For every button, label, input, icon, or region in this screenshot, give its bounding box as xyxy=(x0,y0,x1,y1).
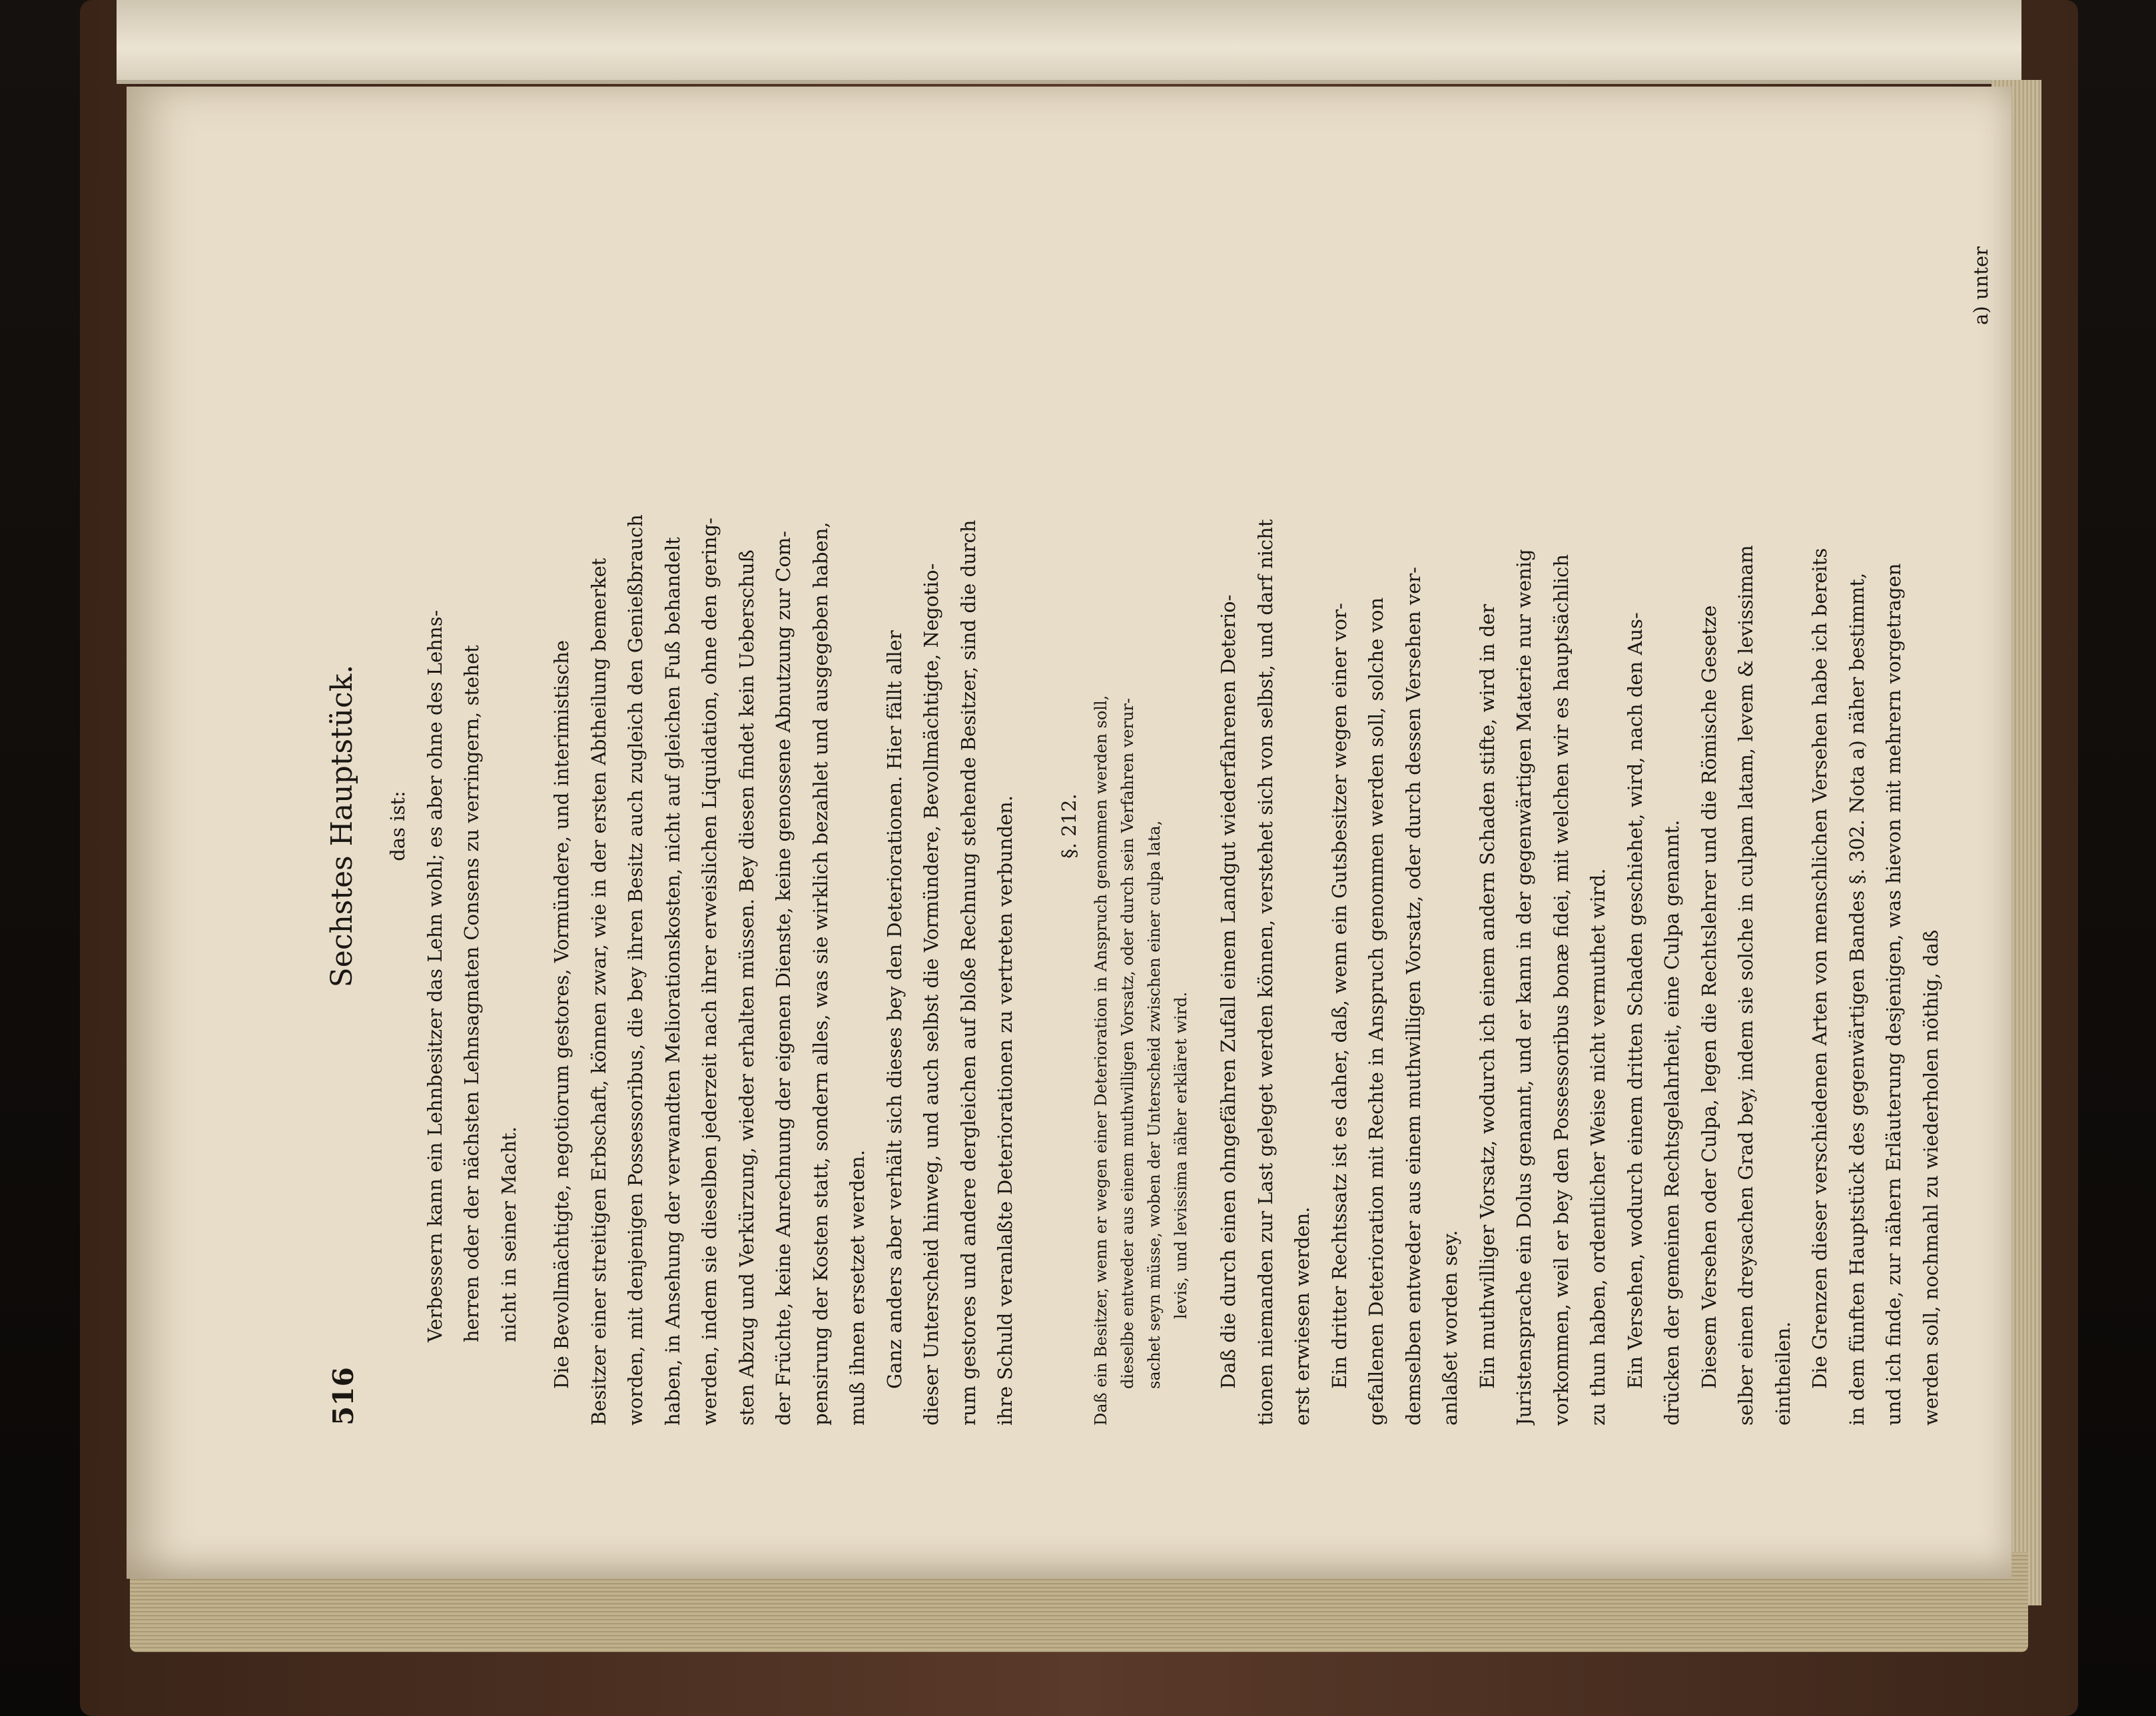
paragraph-line: sten Abzug und Verkürzung, wieder erhalten müssen. Bey diesen findet kein Ueberschuß xyxy=(735,550,758,1426)
paragraph-line: dieser Unterscheid hinweg, und auch selbst die Vormündere, Bevollmächtigte, Negotio- xyxy=(920,563,942,1426)
paragraph-line: zu thun haben, ordentlicher Weise nicht vermuthet wird. xyxy=(1587,868,1609,1426)
section-summary-line: levis, und levissima näher erkläret wird. xyxy=(1172,991,1190,1319)
paragraph-line: ihre Schuld veranlaßte Deteriorationen zu vertreten verbunden. xyxy=(994,795,1016,1426)
paragraph-line: gefallenen Deterioration mit Rechte in Anspruch genommen werden soll, solche von xyxy=(1365,597,1387,1426)
quote-line: nicht in seiner Macht. xyxy=(497,1126,520,1342)
page-text-block xyxy=(320,226,1992,1426)
paragraph-line: Daß die durch einen ohngefähren Zufall einem Landgut wiederfahrenen Deterio- xyxy=(1217,594,1240,1389)
paragraph-line: Ein muthwilliger Vorsatz, wodurch ich einem andern Schaden stifte, wird in der xyxy=(1475,604,1499,1389)
intro-line: das ist: xyxy=(386,791,409,861)
paragraph-line: Juristensprache ein Dolus genannt, und er kann in der gegenwärtigen Materie nur wenig xyxy=(1513,549,1535,1426)
paragraph-line: vorkommen, weil er bey den Possessoribus bonæ fidei, mit welchen wir es hauptsächlich xyxy=(1549,554,1573,1426)
paragraph-line: Die Bevollmächtigte, negotiorum gestores, Vormündere, und interimistische xyxy=(550,640,573,1389)
section-summary-line: sachet seyn müsse, woben der Unterscheid zwischen einer culpa lata, xyxy=(1145,820,1164,1389)
paragraph-line: Diesem Versehen oder Culpa, legen die Rechtslehrer und die Römische Gesetze xyxy=(1697,605,1720,1389)
paragraph-line: drücken der gemeinen Rechtsgelahrheit, eine Culpa genannt. xyxy=(1660,819,1683,1426)
page-number: 516 xyxy=(327,1367,360,1426)
paragraph-line: werden soll, nochmahl zu wiederholen nöthig, daß xyxy=(1919,929,1942,1426)
paragraph-line: pensirung der Kosten statt, sondern alles, was sie wirklich bezahlet und ausgegeben haben, xyxy=(809,522,832,1426)
quote-line: Verbessern kann ein Lehnbesitzer das Lehn wohl; es aber ohne des Lehns- xyxy=(423,610,446,1342)
paragraph-line: anlaßet worden sey. xyxy=(1439,1230,1461,1426)
paragraph-line: erst erwiesen werden. xyxy=(1291,1206,1313,1426)
paragraph-line: haben, in Ansehung der verwandten Meliorationskosten, nicht auf gleichen Fuß behandelt xyxy=(661,537,684,1426)
paragraph-line: worden, mit denjenigen Possessoribus, die bey ihren Besitz auch zugleich den Genießbrauch xyxy=(624,514,647,1426)
running-head: Sechstes Hauptstück. xyxy=(325,664,359,988)
page-header xyxy=(320,226,373,1426)
section-title: §. 212. xyxy=(1057,793,1080,859)
paragraph-line: werden, indem sie dieselben jederzeit nach ihrer erweislichen Liquidation, ohne den gering- xyxy=(698,518,721,1426)
quote-line: herren oder der nächsten Lehnsagnaten Consens zu verringern, stehet xyxy=(460,645,483,1342)
paragraph-line: Besitzer einer streitigen Erbschaft, können zwar, wie in der ersten Abtheilung bemerket xyxy=(587,558,610,1426)
paragraph-line: Ganz anders aber verhält sich dieses bey den Deteriorationen. Hier fällt aller xyxy=(883,630,906,1389)
paragraph-line: rum gestores und andere dergleichen auf bloße Rechnung stehende Besitzer, sind die durch xyxy=(956,520,980,1426)
paragraph-line: selber einen dreysachen Grad bey, indem sie solche in culpam latam, levem & levissimam xyxy=(1734,545,1757,1426)
paragraph-line: in dem fünften Hauptstück des gegenwärtigen Bandes §. 302. Nota a) näher bestimmt, xyxy=(1845,572,1868,1426)
paragraph-line: Ein dritter Rechtssatz ist es daher, daß, wenn ein Gutsbesitzer wegen einer vor- xyxy=(1327,603,1351,1389)
paragraph-line: tionen niemanden zur Last geleget werden können, verstehet sich von selbst, und darf nicht xyxy=(1254,519,1277,1426)
paragraph-line: eintheilen. xyxy=(1771,1321,1794,1426)
paragraph-line: muß ihnen ersetzet werden. xyxy=(846,1150,869,1426)
catchword: a) unter xyxy=(1970,246,1992,325)
paragraph-line: Die Grenzen dieser verschiedenen Arten von menschlichen Versehen habe ich bereits xyxy=(1808,548,1831,1389)
paragraph-line: der Früchte, keine Anrechnung der eigenen Dienste, keine genossene Abnutzung zur Com- xyxy=(772,530,795,1426)
paragraph-line: Ein Versehen, wodurch einem dritten Schaden geschiehet, wird, nach den Aus- xyxy=(1623,612,1646,1389)
facing-page-edge xyxy=(117,0,2021,84)
section-summary-line: dieselbe entweder aus einem muthwilligen Vorsatz, oder durch sein Verfahren verur- xyxy=(1118,697,1137,1389)
paragraph-line: und ich finde, zur nähern Erläuterung desjenigen, was hievon mit mehrern vorgetragen xyxy=(1882,563,1905,1426)
paragraph-line: demselben entweder aus einem muthwilligen Vorsatz, oder durch dessen Versehen ver- xyxy=(1401,566,1425,1426)
section-summary-line: Daß ein Besitzer, wenn er wegen einer Deterioration in Anspruch genommen werden soll, xyxy=(1092,695,1110,1426)
